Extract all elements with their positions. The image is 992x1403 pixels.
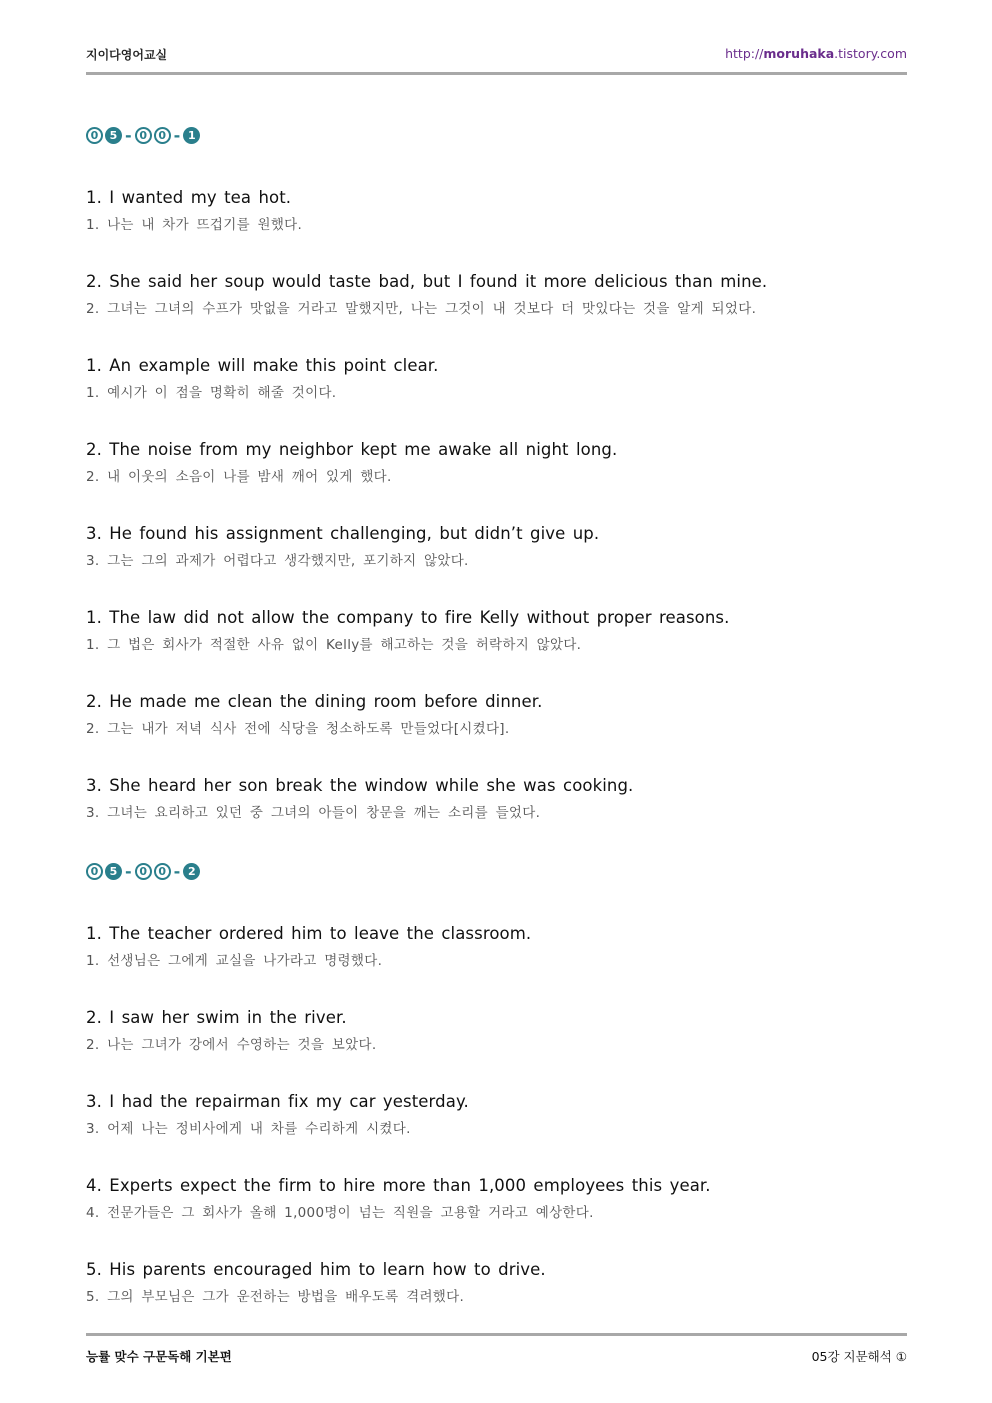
- korean-translation: 3. 그는 그의 과제가 어렵다고 생각했지만, 포기하지 않았다.: [86, 553, 469, 569]
- english-sentence: 2. He made me clean the dining room before dinner.: [86, 692, 543, 711]
- code-digit: 0: [154, 127, 171, 144]
- korean-translation: 3. 어제 나는 정비사에게 내 차를 수리하게 시켰다.: [86, 1121, 411, 1137]
- header-divider: [86, 72, 907, 75]
- code-digit: 2: [183, 863, 200, 880]
- korean-translation: 5. 그의 부모님은 그가 운전하는 방법을 배우도록 격려했다.: [86, 1289, 465, 1305]
- sentence-item: [86, 524, 916, 569]
- english-sentence: 1. The law did not allow the company to fire Kelly without proper reasons.: [86, 608, 730, 627]
- code-digit: 0: [135, 127, 152, 144]
- book-title: 능률 맞수 구문독해 기본편: [86, 1349, 232, 1364]
- english-sentence: 2. I saw her swim in the river.: [86, 1008, 347, 1027]
- english-sentence: 3. He found his assignment challenging, but didn’t give up.: [86, 524, 600, 543]
- english-sentence: 4. Experts expect the firm to hire more than 1,000 employees this year.: [86, 1176, 711, 1195]
- korean-translation: 1. 나는 내 차가 뜨겁기를 원했다.: [86, 217, 303, 233]
- korean-translation: 2. 그녀는 그녀의 수프가 맛없을 거라고 말했지만, 나는 그것이 내 것보다 더 맛있다는 것을 알게 되었다.: [86, 301, 757, 317]
- brand-name: 지이다영어교실: [86, 48, 168, 62]
- sentence-item: [86, 776, 916, 821]
- sentence-item: [86, 1176, 916, 1221]
- code-digit: 0: [154, 863, 171, 880]
- sentence-item: [86, 1092, 916, 1137]
- english-sentence: 1. An example will make this point clear.: [86, 356, 439, 375]
- section-heading-1: [86, 126, 200, 145]
- sentence-item: [86, 608, 916, 653]
- english-sentence: 3. She heard her son break the window while she was cooking.: [86, 776, 634, 795]
- sentence-item: [86, 924, 916, 969]
- url-prefix: http://: [725, 46, 764, 61]
- sentence-item: [86, 440, 916, 485]
- url-suffix: .tistory.com: [834, 46, 907, 61]
- section-heading-2: [86, 862, 200, 881]
- korean-translation: 2. 그는 내가 저녁 식사 전에 식당을 청소하도록 만들었다[시켰다].: [86, 721, 510, 737]
- korean-translation: 1. 예시가 이 점을 명확히 해줄 것이다.: [86, 385, 337, 401]
- korean-translation: 1. 그 법은 회사가 적절한 사유 없이 Kelly를 해고하는 것을 허락하지 않았다.: [86, 637, 582, 653]
- sentence-item: [86, 356, 916, 401]
- code-dash: -: [125, 862, 132, 881]
- code-digit: 0: [86, 863, 103, 880]
- english-sentence: 5. His parents encouraged him to learn how to drive.: [86, 1260, 546, 1279]
- code-digit: 5: [105, 863, 122, 880]
- english-sentence: 2. The noise from my neighbor kept me awake all night long.: [86, 440, 618, 459]
- korean-translation: 2. 내 이웃의 소음이 나를 밤새 깨어 있게 했다.: [86, 469, 392, 485]
- english-sentence: 2. She said her soup would taste bad, but I found it more delicious than mine.: [86, 272, 768, 291]
- english-sentence: 1. I wanted my tea hot.: [86, 188, 292, 207]
- sentence-item: [86, 692, 916, 737]
- code-digit: 0: [135, 863, 152, 880]
- sentence-item: [86, 188, 916, 233]
- sentence-item: [86, 1260, 916, 1305]
- code-dash: -: [125, 126, 132, 145]
- english-sentence: 1. The teacher ordered him to leave the classroom.: [86, 924, 532, 943]
- footer-divider: [86, 1333, 907, 1336]
- code-digit: 1: [183, 127, 200, 144]
- page-header: [86, 46, 907, 66]
- code-digit: 5: [105, 127, 122, 144]
- sentence-item: [86, 272, 916, 317]
- chapter-label: 05강 지문해석 ①: [811, 1349, 907, 1364]
- korean-translation: 4. 전문가들은 그 회사가 올해 1,000명이 넘는 직원을 고용할 거라고 예상한다.: [86, 1205, 594, 1221]
- korean-translation: 3. 그녀는 요리하고 있던 중 그녀의 아들이 창문을 깨는 소리를 들었다.: [86, 805, 541, 821]
- code-dash: -: [173, 862, 181, 881]
- site-url[interactable]: [725, 46, 907, 61]
- korean-translation: 1. 선생님은 그에게 교실을 나가라고 명령했다.: [86, 953, 383, 969]
- sentence-item: [86, 1008, 916, 1053]
- english-sentence: 3. I had the repairman fix my car yesterday.: [86, 1092, 469, 1111]
- code-dash: -: [173, 126, 181, 145]
- code-digit: 0: [86, 127, 103, 144]
- korean-translation: 2. 나는 그녀가 강에서 수영하는 것을 보았다.: [86, 1037, 377, 1053]
- url-bold: moruhaka: [763, 46, 835, 61]
